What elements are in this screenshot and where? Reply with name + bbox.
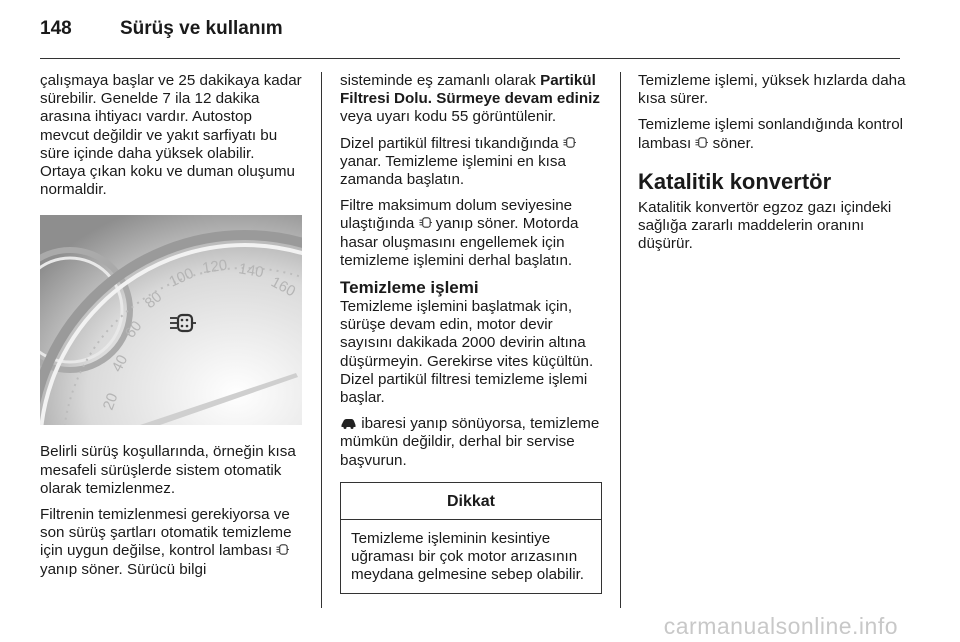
car-service-icon — [340, 417, 357, 429]
paragraph: çalışmaya başlar ve 25 dakikaya kadar sürebilir. Genelde 7 ila 12 dakika arasına ihtiyacı vardır. Autostop mevcut değildir ve yakıt sarfiyatı bu süre içinde daha yüksek olabilir. Ortaya çıkan koku ve duman oluşumu normaldir. — [40, 72, 302, 199]
gauge-tick-label: 120 — [201, 257, 229, 278]
paragraph: Dizel partikül filtresi tıkandığında yanar. Temizleme işlemini en kısa zamanda başlatın. — [340, 135, 606, 190]
caution-body: Temizleme işleminin kesintiye uğraması bir çok motor arızasının meydana gelmesine sebep olabilir. — [351, 530, 585, 584]
subheading: Temizleme işlemi — [340, 278, 479, 298]
paragraph: Katalitik konvertör egzoz gazı içindeki sağlığa zararlı maddelerin oranını düşürür. — [638, 198, 892, 253]
diesel-particulate-filter-icon — [419, 216, 432, 229]
paragraph: Belirli sürüş koşullarında, örneğin kısa mesafeli sürüşlerde sistem otomatik olarak temizlenmez. — [40, 443, 296, 497]
column-divider — [620, 72, 621, 608]
section-heading: Katalitik konvertör — [638, 168, 832, 194]
page-number: 148 — [40, 18, 72, 39]
gauge-illustration — [40, 215, 302, 425]
watermark: carmanualsonline.info — [663, 613, 898, 639]
diesel-particulate-filter-icon — [563, 136, 576, 149]
gauge-tick-label: 20 — [99, 391, 122, 413]
paragraph: Temizleme işlemini başlatmak için, sürüşe devam edin, motor devir sayısını dakikada 2000 devirin altına düşürmeyin. Gerekirse vites küçültün. Dizel partikül filtresi temizleme işlemi başlar. — [340, 298, 594, 407]
paragraph: Filtre maksimum dolum seviyesine ulaştığında yanıp söner. Motorda hasar oluşmasını engellemek için temizleme işlemini derhal başlatın. — [340, 197, 579, 269]
section-title: Sürüş ve kullanım — [120, 18, 283, 39]
diesel-particulate-filter-icon — [695, 136, 708, 149]
page-header — [40, 18, 283, 48]
paragraph: Temizleme işlemi sonlandığında kontrol lambası söner. — [638, 116, 904, 152]
caution-title: Dikkat — [341, 483, 601, 520]
gauge-tick-label: 100 — [166, 265, 197, 292]
diesel-particulate-filter-icon — [276, 543, 289, 556]
paragraph: Filtrenin temizlenmesi gerekiyorsa ve son sürüş şartları otomatik temizleme için uygun değilse, kontrol lambası yanıp söner. Sürücü bilgi — [40, 506, 292, 578]
caution-box — [340, 482, 602, 594]
gauge-tick-label: 140 — [237, 260, 265, 282]
gauge-tick-label: 60 — [121, 318, 146, 342]
column-3 — [638, 72, 908, 261]
gauge-tick-label: 160 — [268, 273, 299, 301]
paragraph: ibaresi yanıp sönüyorsa, temizleme mümkün değildir, derhal bir servise başvurun. — [340, 415, 600, 469]
gauge-tick-label: 80 — [141, 288, 166, 313]
column-divider — [321, 72, 322, 608]
paragraph: sisteminde eş zamanlı olarak Partikül Filtresi Dolu. Sürmeye devam ediniz veya uyarı kodu 55 görüntülenir. — [340, 72, 600, 126]
display-message: Partikül Filtresi Dolu. Sürmeye devam ediniz — [340, 72, 600, 108]
column-1 — [40, 72, 304, 587]
gauge-tick-label: 40 — [108, 352, 132, 376]
paragraph: Temizleme işlemi, yüksek hızlarda daha kısa sürer. — [638, 72, 906, 108]
header-rule — [40, 58, 900, 59]
column-2 — [340, 72, 606, 594]
